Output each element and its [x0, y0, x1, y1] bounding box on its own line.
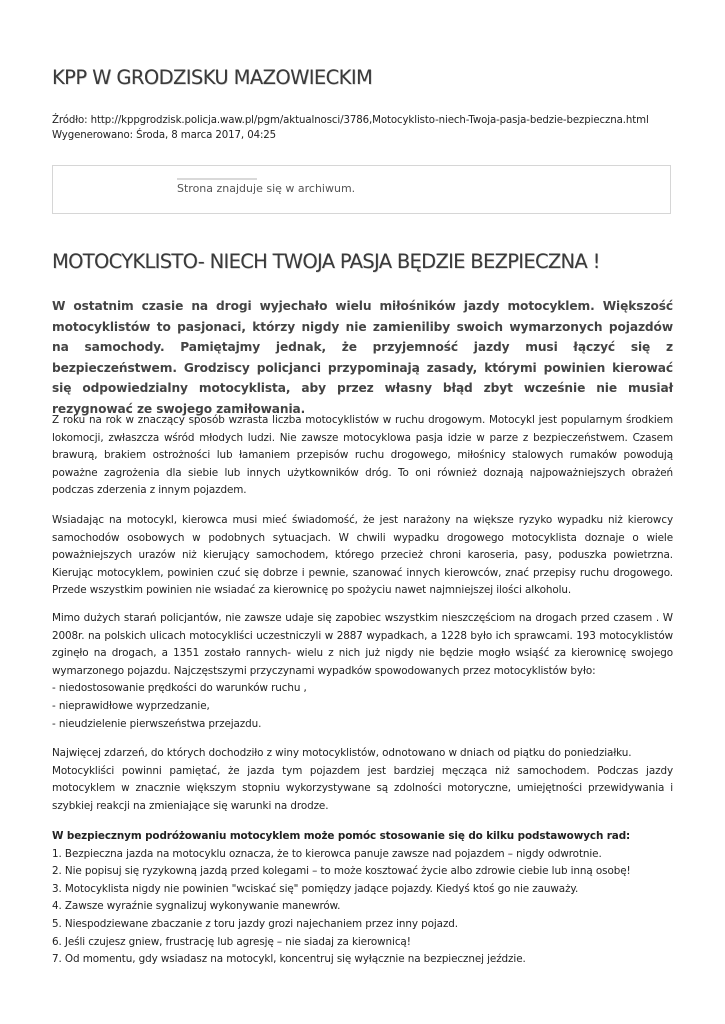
- paragraph-4-text: Motocykliści powinni pamiętać, że jazda tym pojazdem jest bardziej męcząca niż samochodem. Podczas jazdy motocyklem w znacznie większym stopniu wykorzystywane są zdolności motoryczne, umiejętności przewidywania i szybkiej reakcji na zmieniające się warunki na drodze.: [52, 764, 673, 812]
- article-title: MOTOCYKLISTO- NIECH TWOJA PASJA BĘDZIE BEZPIECZNA !: [52, 250, 600, 273]
- paragraph-4: [52, 745, 673, 815]
- generated-date: Wygenerowano: Środa, 8 marca 2017, 04:25: [52, 129, 277, 141]
- paragraph-1: Z roku na rok w znaczący sposób wzrasta liczba motocyklistów w ruchu drogowym. Motocykl jest popularnym środkiem lokomocji, zwłaszcza wśród młodych ludzi. Nie zawsze motocyklowa pasja idzie w parze z bezpieczeństwem. Czasem brawurą, brakiem ostrożności lub łamaniem przepisów ruchu drogowego, miłośnicy stalowych rumaków powodują poważne zagrożenia dla siebie lub innych użytkowników dróg. To oni również doznają najpoważniejszych obrażeń podczas zderzenia z innym pojazdem.: [52, 414, 673, 497]
- tip-item: 5. Niespodziewane zbaczanie z toru jazdy grozi najechaniem przez inny pojazd.: [52, 917, 459, 930]
- tip-item: 6. Jeśli czujesz gniew, frustrację lub agresję – nie siadaj za kierownicą!: [52, 935, 411, 948]
- archive-notice-box: [52, 165, 671, 214]
- tips-heading: W bezpiecznym podróżowaniu motocyklem może pomóc stosowanie się do kilku podstawowych rad:: [52, 830, 631, 842]
- cause-item: - nieudzielenie pierwszeństwa przejazdu.: [52, 717, 262, 730]
- site-title: KPP W GRODZISKU MAZOWIECKIM: [52, 66, 373, 89]
- article-lead: W ostatnim czasie na drogi wyjechało wielu miłośników jazdy motocyklem. Większość motocyklistów to pasjonaci, którzy nigdy nie zamieniliby swoich wymarzonych pojazdów na samochody. Pamiętajmy jednak, że przyjemność jazdy musi łączyć się z bezpieczeństwem. Grodziscy policjanci przypominają zasady, którymi powinien kierować się odpowiedzialny motocyklista, aby przez własny błąd zbyt wcześnie nie musiał rezygnować ze swojego zamiłowania.: [52, 299, 673, 416]
- archive-notice: Strona znajduje się w archiwum.: [177, 182, 356, 195]
- tip-item: 3. Motocyklista nigdy nie powinien "wciskać się" pomiędzy jadące pojazdy. Kiedyś ktoś go nie zauważy.: [52, 882, 579, 895]
- cause-item: - niedostosowanie prędkości do warunków ruchu ,: [52, 682, 307, 695]
- paragraph-4-line-1: Najwięcej zdarzeń, do których dochodziło z winy motocyklistów, odnotowano w dniach od piątku do poniedziałku.: [52, 747, 632, 759]
- document-meta: [52, 114, 649, 143]
- paragraph-3-text: Mimo dużych starań policjantów, nie zawsze udaje się zapobiec wszystkim nieszczęściom na drogach przed czasem . W 2008r. na polskich ulicach motocykliści uczestniczyli w 2887 wypadkach, a 1228 było ich sprawcami. 193 motocyklistów zginęło na drogach, a 1351 zostało rannych- wielu z nich już nigdy nie będzie mogło wsiąść za kierownicę swojego wymarzonego pojazdu. Najczęstszymi przyczynami wypadków spowodowanych przez motocyklistów było:: [52, 612, 673, 677]
- tip-item: 4. Zawsze wyraźnie sygnalizuj wykonywanie manewrów.: [52, 900, 341, 913]
- source-url: Źródło: http://kppgrodzisk.policja.waw.pl/pgm/aktualnosci/3786,Motocyklisto-niech-Twoja-pasja-bedzie-bezpieczna.html: [52, 115, 649, 126]
- tip-item: 2. Nie popisuj się ryzykowną jazdą przed kolegami – to może kosztować życie albo zdrowie ciebie lub inną osobę!: [52, 865, 631, 878]
- tips-section: [52, 828, 673, 969]
- cause-item: - nieprawidłowe wyprzedzanie,: [52, 699, 210, 712]
- archive-divider: [177, 178, 257, 180]
- paragraph-2: Wsiadając na motocykl, kierowca musi mieć świadomość, że jest narażony na większe ryzyko wypadku niż kierowcy samochodów osobowych w podobnych sytuacjach. W chwili wypadku drogowego motocyklista doznaje o wiele poważniejszych urazów niż kierujący samochodem, którego przecież chroni karoseria, pasy, poduszka powietrzna. Kierując motocyklem, powinien czuć się dobrze i pewnie, szanować innych kierowców, znać przepisy ruchu drogowego. Przede wszystkim powinien nie wsiadać za kierownicę po spożyciu nawet najmniejszej ilości alkoholu.: [52, 514, 673, 597]
- tip-item: 1. Bezpieczna jazda na motocyklu oznacza, że to kierowca panuje zawsze nad pojazdem – nigdy odwrotnie.: [52, 847, 602, 860]
- tip-item: 7. Od momentu, gdy wsiadasz na motocykl, koncentruj się wyłącznie na bezpiecznej jeździe.: [52, 953, 526, 966]
- paragraph-3: [52, 610, 673, 733]
